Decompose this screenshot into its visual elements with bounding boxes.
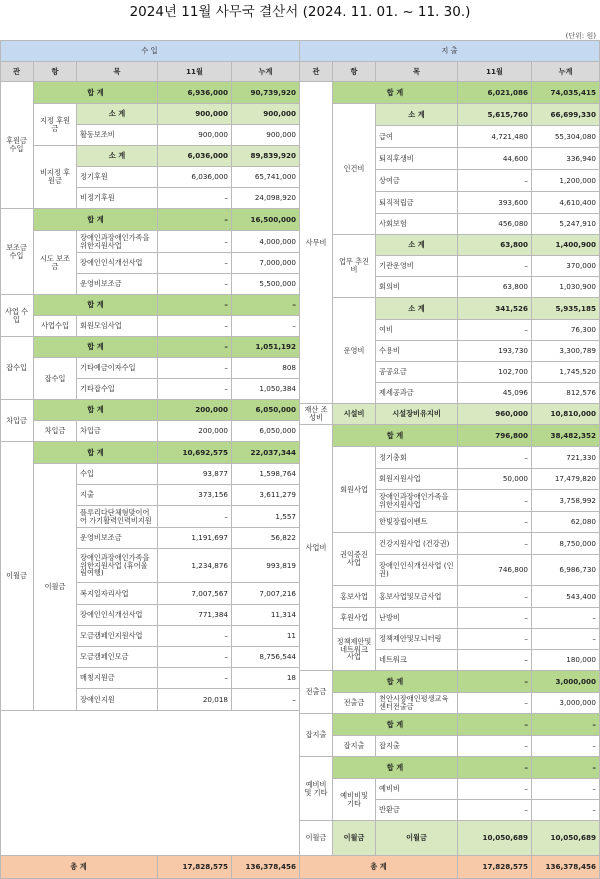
income-mok-cell: 매칭지원금	[77, 668, 158, 689]
expense-month-value: –	[458, 629, 532, 650]
income-month-value: 900,000	[158, 125, 232, 146]
expense-subtotal-label: 소 계	[376, 298, 458, 320]
expense-total-value: 3,300,789	[532, 341, 600, 362]
income-mok-cell: 지출	[77, 485, 158, 506]
expense-total-value: 1,200,000	[532, 170, 600, 192]
expense-hang-cell: 권익증진 사업	[333, 533, 376, 586]
income-month-value: –	[158, 337, 232, 358]
income-month-value: 6,036,000	[158, 146, 232, 167]
expense-mok-cell: 건강지원사업 (건강권)	[376, 533, 458, 555]
expense-total-value: 5,247,910	[532, 214, 600, 235]
income-month-value: –	[158, 626, 232, 647]
income-month-value: 771,384	[158, 605, 232, 626]
income-mok-cell: 기타잡수입	[77, 379, 158, 400]
expense-mok-cell: 회의비	[376, 277, 458, 298]
expense-total-value: –	[532, 736, 600, 757]
income-total-value: 8,756,544	[232, 647, 300, 668]
expense-sum-label: 합 계	[333, 757, 458, 779]
expense-month-value: 5,615,760	[458, 104, 532, 126]
expense-total-value: 76,300	[532, 320, 600, 341]
income-month-value: –	[158, 274, 232, 295]
expense-total-value: –	[532, 714, 600, 736]
income-mok-cell: 활동보조비	[77, 125, 158, 146]
expense-month-value: –	[458, 779, 532, 800]
income-total-value: 5,500,000	[232, 274, 300, 295]
expense-mok-cell: 반환금	[376, 800, 458, 821]
expense-month-value: 45,096	[458, 383, 532, 404]
income-sum-label: 합 계	[34, 209, 158, 231]
expense-month-value: 393,600	[458, 192, 532, 214]
expense-total-value: 1,400,900	[532, 235, 600, 256]
income-subtotal-label: 소 계	[77, 104, 158, 125]
expense-hang-cell: 운영비	[333, 298, 376, 404]
income-grand-total-label: 총 계	[0, 856, 158, 879]
expense-mok-cell: 상여금	[376, 170, 458, 192]
income-empty-area	[0, 711, 300, 856]
income-col-header: 목	[77, 62, 158, 82]
income-hang-cell: 비지정 후원금	[34, 146, 77, 209]
expense-total-value: 1,745,520	[532, 362, 600, 383]
expense-total-value: –	[532, 800, 600, 821]
expense-month-value: –	[458, 736, 532, 757]
expense-month-value: –	[458, 757, 532, 779]
expense-col-header: 11월	[458, 62, 532, 82]
expense-total-value: –	[532, 608, 600, 629]
income-mok-cell: 운영비보조금	[77, 528, 158, 549]
income-month-value: 10,692,575	[158, 442, 232, 464]
expense-hang-cell: 정책제안및 네트워크 사업	[333, 629, 376, 671]
expense-hang-cell: 전출금	[333, 693, 376, 714]
expense-grand-total-month: 17,828,575	[458, 856, 532, 879]
income-month-value: –	[158, 209, 232, 231]
income-month-value: 7,007,567	[158, 583, 232, 605]
income-total-value: 24,098,920	[232, 188, 300, 209]
income-total-value: 16,500,000	[232, 209, 300, 231]
income-col-header: 누계	[232, 62, 300, 82]
income-hang-cell: 잡수입	[34, 358, 77, 400]
income-total-value: 7,007,216	[232, 583, 300, 605]
income-grand-total-sum: 136,378,456	[232, 856, 300, 879]
income-gwan-cell: 잡수입	[0, 337, 34, 400]
expense-mok-cell: 천안시장애인평생교육 센터전출금	[376, 693, 458, 714]
income-total-value: 1,050,384	[232, 379, 300, 400]
expense-month-value: 796,800	[458, 425, 532, 447]
income-mok-cell: 장애인과장애인가족을 위한지원사업 (휴어울림여행)	[77, 549, 158, 583]
income-month-value: –	[158, 253, 232, 274]
expense-total-value: 3,000,000	[532, 693, 600, 714]
income-sum-label: 합 계	[34, 337, 158, 358]
expense-total-value: 55,304,080	[532, 126, 600, 148]
income-total-value: 11	[232, 626, 300, 647]
expense-month-value: –	[458, 714, 532, 736]
income-sum-label: 합 계	[34, 295, 158, 316]
income-total-value: 90,739,920	[232, 82, 300, 104]
expense-col-header: 목	[376, 62, 458, 82]
expense-mok-cell: 사회보험	[376, 214, 458, 235]
expense-total-value: 3,000,000	[532, 671, 600, 693]
expense-total-value: –	[532, 757, 600, 779]
income-section-header: 수 입	[0, 40, 300, 62]
expense-sum-label: 합 계	[333, 425, 458, 447]
expense-mok-cell: 퇴직적립금	[376, 192, 458, 214]
expense-mok-cell: 제세공과금	[376, 383, 458, 404]
income-mok-cell: 장애인과장애인가족을 위한지원사업	[77, 231, 158, 253]
income-mok-cell: 복지일자리사업	[77, 583, 158, 605]
income-total-value: 4,000,000	[232, 231, 300, 253]
income-month-value: 900,000	[158, 104, 232, 125]
expense-total-value: 4,610,400	[532, 192, 600, 214]
income-month-value: –	[158, 358, 232, 379]
income-total-value: 3,611,279	[232, 485, 300, 506]
expense-hang-cell: 시설비	[333, 404, 376, 425]
income-sum-label: 합 계	[34, 442, 158, 464]
expense-month-value: 341,526	[458, 298, 532, 320]
income-month-value: 20,018	[158, 689, 232, 711]
expense-month-value: 746,800	[458, 555, 532, 586]
income-mok-cell: 수입	[77, 464, 158, 485]
expense-total-value: 812,576	[532, 383, 600, 404]
expense-grand-total-label: 총 계	[300, 856, 458, 879]
expense-mok-cell: 난방비	[376, 608, 458, 629]
income-mok-cell: 회원모임사업	[77, 316, 158, 337]
income-month-value: –	[158, 668, 232, 689]
expense-total-value: 10,050,689	[532, 821, 600, 856]
unit-label: (단위: 원)	[565, 32, 596, 40]
expense-hang-cell: 홍보사업	[333, 586, 376, 608]
income-col-header: 항	[34, 62, 77, 82]
income-sum-label: 합 계	[34, 400, 158, 421]
expense-month-value: –	[458, 650, 532, 671]
income-gwan-cell: 보조금 수입	[0, 209, 34, 295]
income-month-value: –	[158, 379, 232, 400]
expense-subtotal-label: 소 계	[376, 104, 458, 126]
expense-total-value: 38,482,352	[532, 425, 600, 447]
expense-mok-cell: 이월금	[376, 821, 458, 856]
income-month-value: 6,036,000	[158, 167, 232, 188]
expense-gwan-cell: 재산 조성비	[300, 404, 333, 425]
expense-total-value: 721,330	[532, 447, 600, 469]
expense-sum-label: 합 계	[333, 714, 458, 736]
expense-total-value: 5,935,185	[532, 298, 600, 320]
income-month-value: 6,936,000	[158, 82, 232, 104]
income-total-value: 89,839,920	[232, 146, 300, 167]
income-month-value: –	[158, 188, 232, 209]
expense-month-value: 50,000	[458, 469, 532, 490]
expense-subtotal-label: 소 계	[376, 235, 458, 256]
income-subtotal-label: 소 계	[77, 146, 158, 167]
expense-month-value: –	[458, 490, 532, 512]
expense-mok-cell: 정기총회	[376, 447, 458, 469]
income-total-value: –	[232, 316, 300, 337]
income-total-value: 993,819	[232, 549, 300, 583]
expense-mok-cell: 장애인인식개선사업 (인권)	[376, 555, 458, 586]
income-mok-cell: 모금캠페인지원사업	[77, 626, 158, 647]
expense-mok-cell: 정책제안및모니터링	[376, 629, 458, 650]
income-month-value: –	[158, 231, 232, 253]
income-gwan-cell: 사업 수입	[0, 295, 34, 337]
expense-gwan-cell: 잡지출	[300, 714, 333, 757]
expense-month-value: 10,050,689	[458, 821, 532, 856]
expense-section-header: 지 출	[300, 40, 600, 62]
expense-mok-cell: 장애인과장애인가족을 위한지원사업	[376, 490, 458, 512]
income-mok-cell: 장애인인식개선사업	[77, 253, 158, 274]
income-gwan-cell: 이월금	[0, 442, 34, 711]
expense-mok-cell: 기관운영비	[376, 256, 458, 277]
income-total-value: 1,557	[232, 506, 300, 528]
income-total-value: 65,741,000	[232, 167, 300, 188]
expense-month-value: 63,800	[458, 277, 532, 298]
expense-month-value: –	[458, 608, 532, 629]
expense-month-value: 4,721,480	[458, 126, 532, 148]
expense-month-value: –	[458, 320, 532, 341]
expense-total-value: 336,940	[532, 148, 600, 170]
expense-month-value: –	[458, 170, 532, 192]
expense-month-value: –	[458, 586, 532, 608]
income-total-value: –	[232, 295, 300, 316]
expense-total-value: 3,758,992	[532, 490, 600, 512]
income-total-value: 900,000	[232, 104, 300, 125]
expense-total-value: 66,699,330	[532, 104, 600, 126]
income-month-value: 93,877	[158, 464, 232, 485]
expense-sum-label: 합 계	[333, 671, 458, 693]
expense-mok-cell: 여비	[376, 320, 458, 341]
expense-month-value: –	[458, 693, 532, 714]
income-hang-cell: 차입금	[34, 421, 77, 442]
expense-col-header: 관	[300, 62, 333, 82]
expense-month-value: 6,021,086	[458, 82, 532, 104]
expense-mok-cell: 급여	[376, 126, 458, 148]
expense-mok-cell: 회원지원사업	[376, 469, 458, 490]
income-hang-cell: 지정 후원금	[34, 104, 77, 146]
expense-total-value: 8,750,000	[532, 533, 600, 555]
expense-total-value: 1,030,900	[532, 277, 600, 298]
income-gwan-cell: 후원금 수입	[0, 82, 34, 209]
income-mok-cell: 기타예금이자수입	[77, 358, 158, 379]
expense-mok-cell: 홍보사업및모금사업	[376, 586, 458, 608]
expense-gwan-cell: 전출금	[300, 671, 333, 714]
expense-total-value: 10,810,000	[532, 404, 600, 425]
income-mok-cell: 정기후원	[77, 167, 158, 188]
income-mok-cell: 비정기후원	[77, 188, 158, 209]
expense-gwan-cell: 예비비 및 기타	[300, 757, 333, 821]
expense-hang-cell: 회원사업	[333, 447, 376, 533]
expense-hang-cell: 이월금	[333, 821, 376, 856]
income-mok-cell: 장애인지원	[77, 689, 158, 711]
expense-col-header: 누계	[532, 62, 600, 82]
expense-gwan-cell: 사업비	[300, 425, 333, 671]
income-month-value: –	[158, 316, 232, 337]
expense-mok-cell: 잡지출	[376, 736, 458, 757]
income-total-value: 18	[232, 668, 300, 689]
income-month-value: 200,000	[158, 421, 232, 442]
expense-gwan-cell: 이월금	[300, 821, 333, 856]
expense-month-value: –	[458, 800, 532, 821]
expense-total-value: –	[532, 779, 600, 800]
expense-month-value: 456,080	[458, 214, 532, 235]
expense-month-value: –	[458, 671, 532, 693]
expense-mok-cell: 퇴직후생비	[376, 148, 458, 170]
income-total-value: 1,051,192	[232, 337, 300, 358]
expense-mok-cell: 네트워크	[376, 650, 458, 671]
income-month-value: –	[158, 295, 232, 316]
income-total-value: 6,050,000	[232, 400, 300, 421]
income-gwan-cell: 차입금	[0, 400, 34, 442]
expense-total-value: 180,000	[532, 650, 600, 671]
income-grand-total-month: 17,828,575	[158, 856, 232, 879]
expense-mok-cell: 예비비	[376, 779, 458, 800]
income-total-value: –	[232, 689, 300, 711]
expense-sum-label: 합 계	[333, 82, 458, 104]
expense-total-value: 543,400	[532, 586, 600, 608]
expense-mok-cell: 시설장비유지비	[376, 404, 458, 425]
income-mok-cell: 모금캠페인모금	[77, 647, 158, 668]
expense-hang-cell: 업무 추진비	[333, 235, 376, 298]
expense-month-value: 960,000	[458, 404, 532, 425]
income-total-value: 900,000	[232, 125, 300, 146]
income-total-value: 6,050,000	[232, 421, 300, 442]
income-total-value: 808	[232, 358, 300, 379]
expense-hang-cell: 후원사업	[333, 608, 376, 629]
income-total-value: 56,822	[232, 528, 300, 549]
income-mok-cell: 장애인인식개선사업	[77, 605, 158, 626]
expense-month-value: –	[458, 512, 532, 533]
income-total-value: 7,000,000	[232, 253, 300, 274]
expense-month-value: –	[458, 256, 532, 277]
expense-total-value: 6,986,730	[532, 555, 600, 586]
income-col-header: 관	[0, 62, 34, 82]
income-total-value: 11,314	[232, 605, 300, 626]
expense-total-value: 370,000	[532, 256, 600, 277]
income-month-value: 1,191,697	[158, 528, 232, 549]
income-total-value: 22,037,344	[232, 442, 300, 464]
expense-total-value: 17,479,820	[532, 469, 600, 490]
expense-month-value: 44,600	[458, 148, 532, 170]
expense-month-value: 63,800	[458, 235, 532, 256]
income-month-value: –	[158, 506, 232, 528]
income-month-value: 200,000	[158, 400, 232, 421]
income-total-value: 1,598,764	[232, 464, 300, 485]
expense-mok-cell: 수용비	[376, 341, 458, 362]
expense-grand-total-sum: 136,378,456	[532, 856, 600, 879]
income-sum-label: 합 계	[34, 82, 158, 104]
page-title: 2024년 11월 사무국 결산서 (2024. 11. 01. ~ 11. 30.)	[129, 4, 471, 20]
income-hang-cell: 사업수입	[34, 316, 77, 337]
expense-month-value: 193,730	[458, 341, 532, 362]
income-hang-cell: 시도 보조금	[34, 231, 77, 295]
expense-month-value: –	[458, 447, 532, 469]
income-mok-cell: 운영비보조금	[77, 274, 158, 295]
expense-hang-cell: 예비비및 기타	[333, 779, 376, 821]
expense-total-value: –	[532, 629, 600, 650]
expense-col-header: 항	[333, 62, 376, 82]
expense-mok-cell: 한빛장립이벤트	[376, 512, 458, 533]
income-mok-cell: 플루리다단체형맞이어어 가기활력인력비지원	[77, 506, 158, 528]
expense-hang-cell: 인건비	[333, 104, 376, 235]
income-hang-cell: 이월금	[34, 464, 77, 711]
income-month-value: 373,156	[158, 485, 232, 506]
expense-month-value: –	[458, 533, 532, 555]
income-month-value: –	[158, 647, 232, 668]
expense-month-value: 102,700	[458, 362, 532, 383]
income-month-value: 1,234,876	[158, 549, 232, 583]
expense-hang-cell: 잡지출	[333, 736, 376, 757]
income-mok-cell: 차입금	[77, 421, 158, 442]
income-col-header: 11월	[158, 62, 232, 82]
expense-mok-cell: 공공요금	[376, 362, 458, 383]
expense-gwan-cell: 사무비	[300, 82, 333, 404]
expense-total-value: 62,080	[532, 512, 600, 533]
expense-total-value: 74,035,415	[532, 82, 600, 104]
